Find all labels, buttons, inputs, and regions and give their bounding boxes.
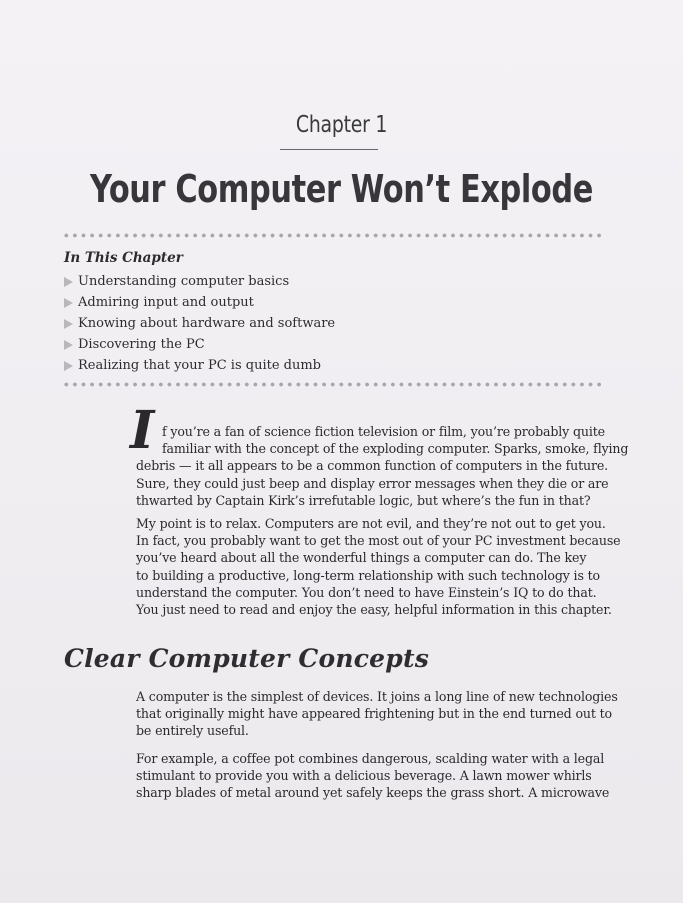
chapter-underline [280, 149, 378, 150]
text-line: Sure, they could just beep and display error messages when they die or are [136, 475, 609, 491]
arrow-bullet-icon [64, 319, 73, 329]
arrow-bullet-icon [64, 298, 73, 308]
text-line: You just need to read and enjoy the easy, helpful information in this chapter. [136, 602, 612, 618]
intro-paragraph [136, 423, 629, 509]
text-line: familiar with the concept of the exploding computer. Sparks, smoke, flying [162, 441, 629, 457]
arrow-bullet-icon [64, 340, 73, 350]
text-line: you’ve heard about all the wonderful things a computer can do. The key [136, 550, 587, 566]
text-line: stimulant to provide you with a delicious beverage. A lawn mower whirls [136, 768, 592, 784]
list-item [64, 292, 335, 313]
topic-text: Admiring input and output [78, 295, 254, 310]
text-line: thwarted by Captain Kirk’s irrefutable logic, but where’s the fun in that? [136, 492, 591, 508]
section-paragraph-2 [136, 750, 614, 802]
chapter-label: Chapter 1 [295, 112, 388, 138]
list-item [64, 313, 335, 334]
drop-cap: I [130, 400, 155, 461]
arrow-bullet-icon [64, 277, 73, 287]
text-line: debris — it all appears to be a common function of computers in the future. [136, 458, 608, 474]
in-this-chapter-heading: In This Chapter [64, 250, 183, 266]
list-item [64, 355, 335, 376]
section-heading: Clear Computer Concepts [64, 644, 429, 673]
text-line: In fact, you probably want to get the most out of your PC investment because [136, 533, 621, 549]
dotted-divider-bottom [62, 382, 602, 387]
text-line: that originally might have appeared frightening but in the end turned out to [136, 706, 612, 722]
text-line: be entirely useful. [136, 723, 249, 739]
text-line: For example, a coffee pot combines dangerous, scalding water with a legal [136, 751, 605, 766]
arrow-bullet-icon [64, 361, 73, 371]
topic-text: Understanding computer basics [78, 274, 290, 289]
text-line: understand the computer. You don’t need to have Einstein’s IQ to do that. [136, 584, 597, 600]
chapter-topics-list [64, 271, 335, 376]
text-line: to building a productive, long-term relationship with such technology is to [136, 567, 600, 583]
text-line: sharp blades of metal around yet safely keeps the grass short. A microwave [136, 785, 610, 801]
text-line: My point is to relax. Computers are not evil, and they’re not out to get you. [136, 516, 606, 531]
text-line: A computer is the simplest of devices. It joins a long line of new technologies [136, 689, 618, 704]
list-item [64, 271, 335, 292]
chapter-title: Your Computer Won’t Explode [89, 167, 593, 211]
topic-text: Realizing that your PC is quite dumb [78, 358, 322, 373]
text-line: f you’re a fan of science fiction television or film, you’re probably quite [162, 424, 605, 439]
section-paragraph-1 [136, 688, 618, 740]
second-paragraph [136, 515, 621, 618]
topic-text: Knowing about hardware and software [78, 316, 336, 331]
dotted-divider-top [62, 233, 602, 238]
topic-text: Discovering the PC [78, 337, 205, 352]
list-item [64, 334, 335, 355]
